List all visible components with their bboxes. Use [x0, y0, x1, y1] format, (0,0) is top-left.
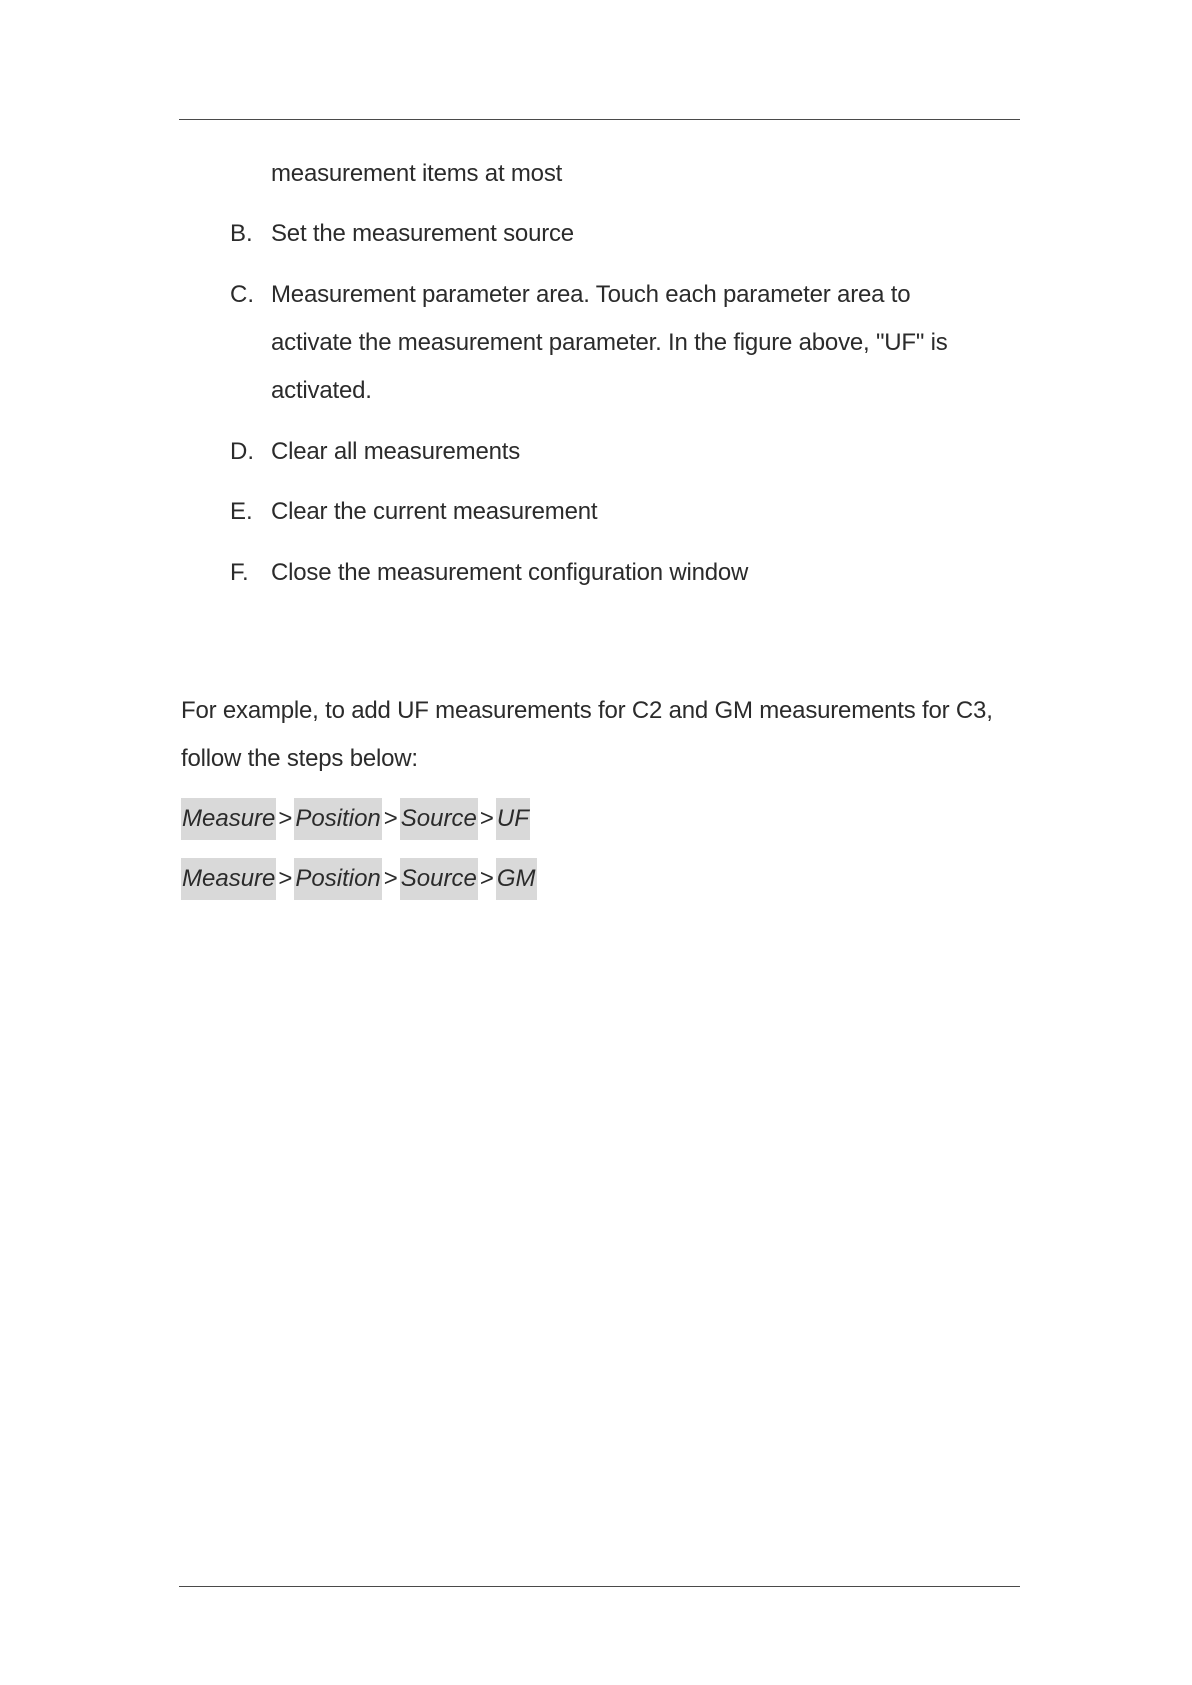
header-rule: [179, 119, 1020, 120]
list-item-f-text: Close the measurement configuration window: [271, 559, 749, 586]
list-item-f-letter: F.: [230, 559, 249, 586]
path-separator: >: [278, 865, 293, 892]
path-separator: >: [278, 805, 293, 832]
list-item-b-text: Set the measurement source: [271, 220, 574, 247]
menu-path-gm: [181, 858, 537, 900]
list-item-d-letter: D.: [230, 438, 254, 465]
list-item-c-text-line1: Measurement parameter area. Touch each parameter area to: [271, 281, 911, 308]
path-step-measure: Measure: [181, 798, 276, 840]
path-step-position: Position: [294, 858, 381, 900]
list-item-c-letter: C.: [230, 281, 254, 308]
path-separator: >: [383, 865, 398, 892]
path-step-gm: GM: [496, 858, 537, 900]
example-paragraph-line2: follow the steps below:: [181, 745, 418, 772]
path-separator: >: [383, 805, 398, 832]
list-item-e-letter: E.: [230, 498, 253, 525]
path-step-source: Source: [400, 858, 478, 900]
path-step-source: Source: [400, 798, 478, 840]
menu-path-uf: [181, 798, 530, 840]
path-separator: >: [479, 805, 494, 832]
path-separator: >: [479, 865, 494, 892]
list-item-a-continuation: measurement items at most: [271, 160, 563, 187]
list-item-d-text: Clear all measurements: [271, 438, 521, 465]
path-step-uf: UF: [496, 798, 530, 840]
path-step-measure: Measure: [181, 858, 276, 900]
path-step-position: Position: [294, 798, 381, 840]
list-item-c-text-line2: activate the measurement parameter. In the figure above, "UF" is: [271, 329, 948, 356]
list-item-e-text: Clear the current measurement: [271, 498, 598, 525]
footer-rule: [179, 1586, 1020, 1587]
list-item-c-text-line3: activated.: [271, 377, 372, 404]
example-paragraph-line1: For example, to add UF measurements for C2 and GM measurements for C3,: [181, 697, 993, 724]
list-item-b-letter: B.: [230, 220, 253, 247]
